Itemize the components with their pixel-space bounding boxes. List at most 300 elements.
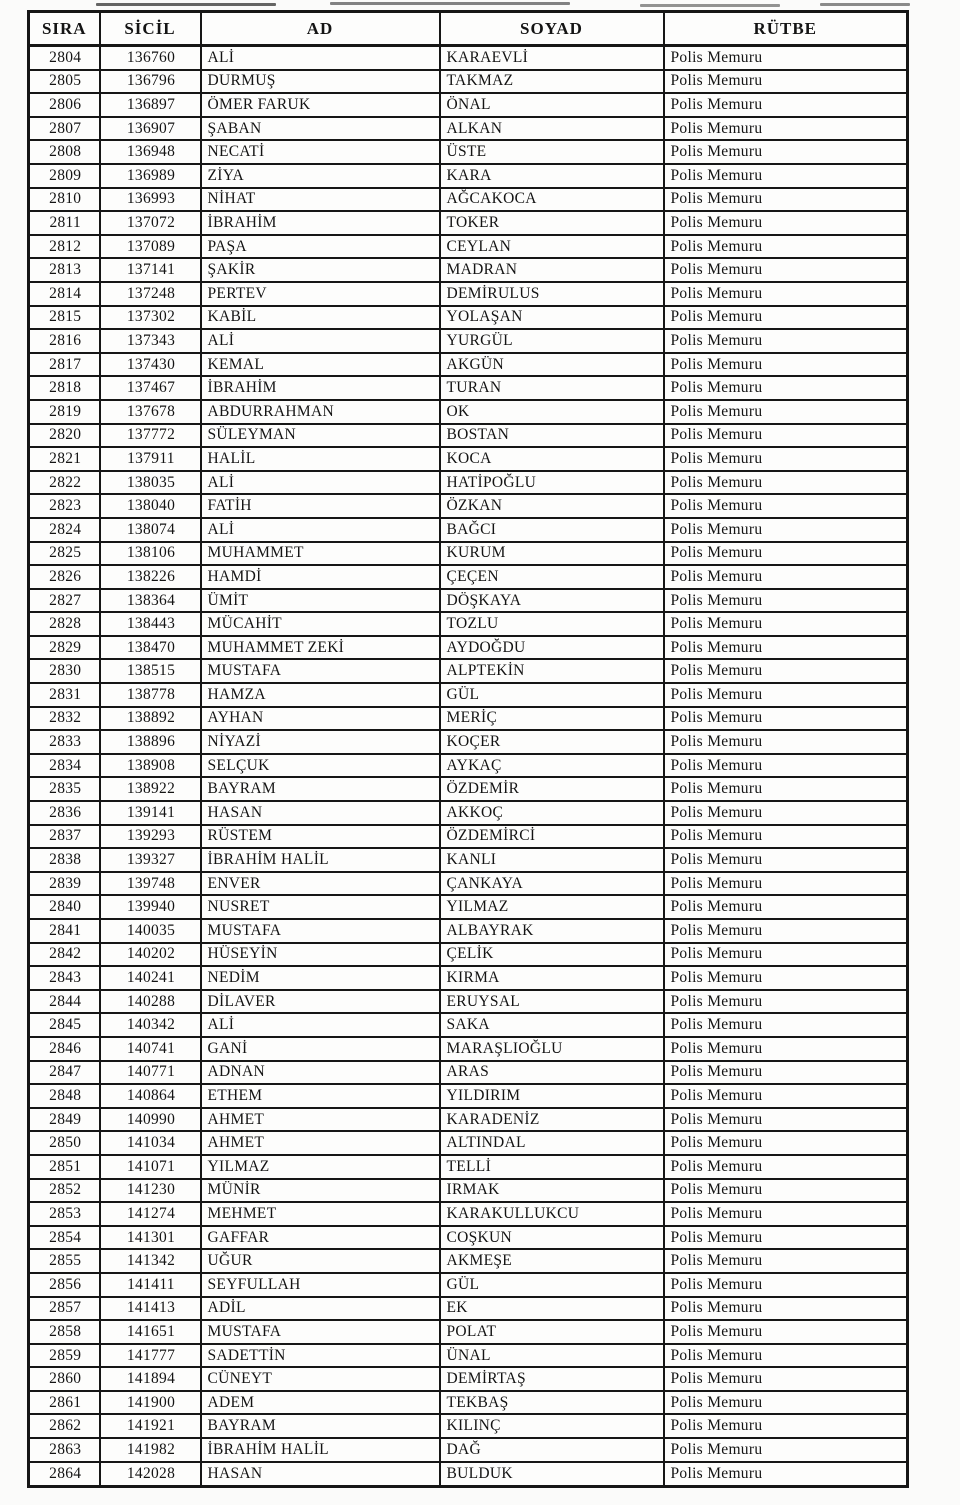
cell-rutbe: Polis Memuru (664, 1179, 908, 1203)
cell-soyad: KOCA (440, 447, 664, 471)
table-row (29, 164, 908, 188)
cell-sicil: 137911 (100, 447, 201, 471)
table-row (29, 848, 908, 872)
cell-sira: 2860 (29, 1367, 100, 1391)
table-row (29, 636, 908, 660)
cell-ad: HASAN (201, 1462, 440, 1487)
cell-soyad: KILINÇ (440, 1414, 664, 1438)
cell-sira: 2837 (29, 825, 100, 849)
table-row (29, 895, 908, 919)
cell-rutbe: Polis Memuru (664, 353, 908, 377)
cell-sira: 2844 (29, 990, 100, 1014)
header-ad: AD (201, 12, 440, 46)
cell-ad: HALİL (201, 447, 440, 471)
cell-sira: 2827 (29, 589, 100, 613)
cell-ad: YILMAZ (201, 1155, 440, 1179)
cell-sira: 2836 (29, 801, 100, 825)
cell-ad: PERTEV (201, 282, 440, 306)
cell-ad: İBRAHİM HALİL (201, 848, 440, 872)
cell-sira: 2845 (29, 1013, 100, 1037)
cell-sira: 2840 (29, 895, 100, 919)
cell-rutbe: Polis Memuru (664, 188, 908, 212)
cell-ad: AHMET (201, 1131, 440, 1155)
cell-sicil: 137343 (100, 329, 201, 353)
cell-sira: 2852 (29, 1179, 100, 1203)
cell-rutbe: Polis Memuru (664, 164, 908, 188)
cell-ad: ADNAN (201, 1061, 440, 1085)
cell-rutbe: Polis Memuru (664, 1226, 908, 1250)
cell-sira: 2847 (29, 1061, 100, 1085)
table-row (29, 730, 908, 754)
cell-sira: 2850 (29, 1131, 100, 1155)
cell-soyad: YILDIRIM (440, 1084, 664, 1108)
table-row (29, 777, 908, 801)
cell-ad: NECATİ (201, 140, 440, 164)
cell-rutbe: Polis Memuru (664, 424, 908, 448)
cell-ad: ENVER (201, 872, 440, 896)
cell-ad: MUHAMMET (201, 542, 440, 566)
cell-sicil: 137072 (100, 211, 201, 235)
cell-sicil: 138443 (100, 612, 201, 636)
cell-soyad: KARAKULLUKCU (440, 1202, 664, 1226)
cell-ad: ŞABAN (201, 117, 440, 141)
cell-sicil: 138922 (100, 777, 201, 801)
cell-sicil: 137467 (100, 376, 201, 400)
table-row (29, 376, 908, 400)
cell-ad: CÜNEYT (201, 1367, 440, 1391)
cell-sira: 2854 (29, 1226, 100, 1250)
table-row (29, 117, 908, 141)
cell-soyad: IRMAK (440, 1179, 664, 1203)
table-row (29, 329, 908, 353)
cell-ad: GAFFAR (201, 1226, 440, 1250)
cell-sira: 2819 (29, 400, 100, 424)
cell-ad: ALİ (201, 46, 440, 70)
cell-ad: HAMDİ (201, 565, 440, 589)
cell-sira: 2811 (29, 211, 100, 235)
table-row (29, 683, 908, 707)
cell-sira: 2816 (29, 329, 100, 353)
cell-sira: 2846 (29, 1037, 100, 1061)
cell-sicil: 137772 (100, 424, 201, 448)
cell-rutbe: Polis Memuru (664, 589, 908, 613)
cell-soyad: KOÇER (440, 730, 664, 754)
cell-soyad: BOSTAN (440, 424, 664, 448)
cell-soyad: AYKAÇ (440, 754, 664, 778)
table-row (29, 140, 908, 164)
table-row (29, 258, 908, 282)
cell-ad: MÜCAHİT (201, 612, 440, 636)
cell-soyad: ÜSTE (440, 140, 664, 164)
cell-rutbe: Polis Memuru (664, 1013, 908, 1037)
cell-rutbe: Polis Memuru (664, 1249, 908, 1273)
cell-soyad: BAĞCI (440, 518, 664, 542)
cell-sira: 2806 (29, 93, 100, 117)
cell-sira: 2842 (29, 943, 100, 967)
cell-sira: 2823 (29, 494, 100, 518)
cell-soyad: ÖZDEMİRCİ (440, 825, 664, 849)
cell-sira: 2810 (29, 188, 100, 212)
cell-soyad: KIRMA (440, 966, 664, 990)
table-row (29, 1414, 908, 1438)
cell-rutbe: Polis Memuru (664, 825, 908, 849)
table-row (29, 424, 908, 448)
cell-soyad: TEKBAŞ (440, 1391, 664, 1415)
cell-sicil: 137302 (100, 306, 201, 330)
cell-sicil: 138778 (100, 683, 201, 707)
cell-rutbe: Polis Memuru (664, 376, 908, 400)
table-row (29, 919, 908, 943)
cell-sira: 2812 (29, 235, 100, 259)
cell-soyad: BULDUK (440, 1462, 664, 1487)
cell-rutbe: Polis Memuru (664, 140, 908, 164)
table-row (29, 1037, 908, 1061)
cell-sicil: 139940 (100, 895, 201, 919)
cell-soyad: ALTINDAL (440, 1131, 664, 1155)
cell-rutbe: Polis Memuru (664, 1084, 908, 1108)
cell-sicil: 141921 (100, 1414, 201, 1438)
cell-rutbe: Polis Memuru (664, 211, 908, 235)
cell-sicil: 141413 (100, 1297, 201, 1321)
table-row (29, 1108, 908, 1132)
cell-soyad: SAKA (440, 1013, 664, 1037)
table-row (29, 1367, 908, 1391)
table-row (29, 518, 908, 542)
personnel-roster-table (27, 10, 909, 1488)
header-sira: SIRA (29, 12, 100, 46)
cell-rutbe: Polis Memuru (664, 895, 908, 919)
cell-sicil: 137678 (100, 400, 201, 424)
cell-rutbe: Polis Memuru (664, 848, 908, 872)
cell-sicil: 141982 (100, 1438, 201, 1462)
cell-sicil: 138106 (100, 542, 201, 566)
table-row (29, 1155, 908, 1179)
cell-sira: 2809 (29, 164, 100, 188)
cell-sira: 2805 (29, 70, 100, 94)
cell-sicil: 138896 (100, 730, 201, 754)
cell-ad: SÜLEYMAN (201, 424, 440, 448)
cell-soyad: AYDOĞDU (440, 636, 664, 660)
cell-ad: KEMAL (201, 353, 440, 377)
cell-ad: RÜSTEM (201, 825, 440, 849)
cell-sicil: 140241 (100, 966, 201, 990)
cell-ad: SEYFULLAH (201, 1273, 440, 1297)
table-row (29, 46, 908, 70)
cell-soyad: EK (440, 1297, 664, 1321)
table-row (29, 447, 908, 471)
cell-sira: 2804 (29, 46, 100, 70)
cell-ad: HASAN (201, 801, 440, 825)
cell-sicil: 140741 (100, 1037, 201, 1061)
table-row (29, 659, 908, 683)
cell-sira: 2815 (29, 306, 100, 330)
table-row (29, 93, 908, 117)
cell-sicil: 140288 (100, 990, 201, 1014)
table-row (29, 943, 908, 967)
cell-soyad: KURUM (440, 542, 664, 566)
cell-rutbe: Polis Memuru (664, 707, 908, 731)
table-row (29, 542, 908, 566)
cell-sira: 2841 (29, 919, 100, 943)
cell-ad: NİHAT (201, 188, 440, 212)
cell-ad: SELÇUK (201, 754, 440, 778)
table-row (29, 707, 908, 731)
cell-soyad: KARAEVLİ (440, 46, 664, 70)
cell-soyad: MADRAN (440, 258, 664, 282)
table-row (29, 1391, 908, 1415)
table-row (29, 801, 908, 825)
table-row (29, 825, 908, 849)
cell-ad: AYHAN (201, 707, 440, 731)
cell-ad: ŞAKİR (201, 258, 440, 282)
cell-soyad: TELLİ (440, 1155, 664, 1179)
cell-soyad: AKMEŞE (440, 1249, 664, 1273)
table-row (29, 589, 908, 613)
table-row (29, 400, 908, 424)
cell-ad: ÖMER FARUK (201, 93, 440, 117)
cell-sicil: 136907 (100, 117, 201, 141)
cell-sira: 2826 (29, 565, 100, 589)
table-row (29, 70, 908, 94)
cell-ad: ÜMİT (201, 589, 440, 613)
cell-ad: KABİL (201, 306, 440, 330)
scan-artifact (96, 3, 276, 6)
cell-sicil: 137248 (100, 282, 201, 306)
cell-soyad: TAKMAZ (440, 70, 664, 94)
cell-soyad: TOKER (440, 211, 664, 235)
cell-sira: 2824 (29, 518, 100, 542)
table-row (29, 188, 908, 212)
table-row (29, 471, 908, 495)
cell-soyad: ALKAN (440, 117, 664, 141)
cell-rutbe: Polis Memuru (664, 1061, 908, 1085)
cell-sira: 2808 (29, 140, 100, 164)
table-row (29, 235, 908, 259)
cell-soyad: ÜNAL (440, 1344, 664, 1368)
cell-soyad: MERİÇ (440, 707, 664, 731)
cell-rutbe: Polis Memuru (664, 683, 908, 707)
cell-ad: GANİ (201, 1037, 440, 1061)
cell-sira: 2818 (29, 376, 100, 400)
cell-rutbe: Polis Memuru (664, 1131, 908, 1155)
cell-rutbe: Polis Memuru (664, 1367, 908, 1391)
cell-sicil: 138364 (100, 589, 201, 613)
cell-sicil: 139293 (100, 825, 201, 849)
table-row (29, 1249, 908, 1273)
cell-soyad: YURGÜL (440, 329, 664, 353)
cell-ad: DİLAVER (201, 990, 440, 1014)
cell-soyad: COŞKUN (440, 1226, 664, 1250)
cell-sira: 2828 (29, 612, 100, 636)
cell-sira: 2814 (29, 282, 100, 306)
cell-soyad: KANLI (440, 848, 664, 872)
cell-soyad: ÇEÇEN (440, 565, 664, 589)
cell-soyad: POLAT (440, 1320, 664, 1344)
cell-ad: NUSRET (201, 895, 440, 919)
cell-sira: 2831 (29, 683, 100, 707)
cell-soyad: MARAŞLIOĞLU (440, 1037, 664, 1061)
cell-sicil: 141651 (100, 1320, 201, 1344)
cell-ad: MUSTAFA (201, 1320, 440, 1344)
cell-soyad: KARA (440, 164, 664, 188)
cell-ad: MUSTAFA (201, 659, 440, 683)
table-row (29, 1131, 908, 1155)
table-row (29, 494, 908, 518)
cell-soyad: ÖZKAN (440, 494, 664, 518)
cell-sira: 2825 (29, 542, 100, 566)
cell-rutbe: Polis Memuru (664, 943, 908, 967)
cell-soyad: YILMAZ (440, 895, 664, 919)
cell-sicil: 136948 (100, 140, 201, 164)
cell-sira: 2834 (29, 754, 100, 778)
cell-sicil: 141071 (100, 1155, 201, 1179)
cell-ad: SADETTİN (201, 1344, 440, 1368)
cell-ad: ZİYA (201, 164, 440, 188)
cell-sicil: 141274 (100, 1202, 201, 1226)
cell-sira: 2822 (29, 471, 100, 495)
table-body (29, 46, 908, 1487)
cell-rutbe: Polis Memuru (664, 1297, 908, 1321)
cell-rutbe: Polis Memuru (664, 872, 908, 896)
cell-ad: İBRAHİM HALİL (201, 1438, 440, 1462)
scan-artifact (640, 4, 780, 7)
cell-soyad: AKKOÇ (440, 801, 664, 825)
cell-sicil: 138892 (100, 707, 201, 731)
cell-ad: MUHAMMET ZEKİ (201, 636, 440, 660)
cell-sicil: 139141 (100, 801, 201, 825)
cell-ad: ADEM (201, 1391, 440, 1415)
cell-sira: 2855 (29, 1249, 100, 1273)
cell-ad: ETHEM (201, 1084, 440, 1108)
table-row (29, 1344, 908, 1368)
cell-sicil: 137141 (100, 258, 201, 282)
table-row (29, 306, 908, 330)
table-row (29, 990, 908, 1014)
cell-rutbe: Polis Memuru (664, 1391, 908, 1415)
cell-rutbe: Polis Memuru (664, 235, 908, 259)
cell-sicil: 140864 (100, 1084, 201, 1108)
table-row (29, 1297, 908, 1321)
cell-sira: 2856 (29, 1273, 100, 1297)
cell-sicil: 139327 (100, 848, 201, 872)
cell-soyad: ERUYSAL (440, 990, 664, 1014)
cell-ad: HÜSEYİN (201, 943, 440, 967)
cell-soyad: DEMİRTAŞ (440, 1367, 664, 1391)
cell-soyad: ALBAYRAK (440, 919, 664, 943)
table-row (29, 1462, 908, 1487)
cell-ad: NİYAZİ (201, 730, 440, 754)
cell-rutbe: Polis Memuru (664, 1344, 908, 1368)
scan-artifact (330, 2, 570, 5)
cell-rutbe: Polis Memuru (664, 1462, 908, 1487)
cell-sicil: 140990 (100, 1108, 201, 1132)
table-row (29, 211, 908, 235)
cell-rutbe: Polis Memuru (664, 518, 908, 542)
cell-ad: HAMZA (201, 683, 440, 707)
cell-sira: 2851 (29, 1155, 100, 1179)
cell-rutbe: Polis Memuru (664, 565, 908, 589)
cell-sicil: 141777 (100, 1344, 201, 1368)
cell-sira: 2817 (29, 353, 100, 377)
cell-rutbe: Polis Memuru (664, 46, 908, 70)
cell-sicil: 136796 (100, 70, 201, 94)
cell-soyad: KARADENİZ (440, 1108, 664, 1132)
cell-ad: MUSTAFA (201, 919, 440, 943)
cell-sira: 2833 (29, 730, 100, 754)
cell-sicil: 137430 (100, 353, 201, 377)
cell-rutbe: Polis Memuru (664, 777, 908, 801)
cell-sicil: 138515 (100, 659, 201, 683)
cell-sira: 2853 (29, 1202, 100, 1226)
cell-sira: 2863 (29, 1438, 100, 1462)
cell-ad: MEHMET (201, 1202, 440, 1226)
cell-rutbe: Polis Memuru (664, 1320, 908, 1344)
table-row (29, 966, 908, 990)
cell-sira: 2807 (29, 117, 100, 141)
table-row (29, 1084, 908, 1108)
cell-rutbe: Polis Memuru (664, 801, 908, 825)
cell-soyad: GÜL (440, 1273, 664, 1297)
cell-sicil: 141900 (100, 1391, 201, 1415)
cell-sicil: 136993 (100, 188, 201, 212)
cell-soyad: AĞCAKOCA (440, 188, 664, 212)
table-row (29, 1202, 908, 1226)
cell-soyad: DEMİRULUS (440, 282, 664, 306)
cell-sira: 2862 (29, 1414, 100, 1438)
cell-ad: BAYRAM (201, 1414, 440, 1438)
cell-rutbe: Polis Memuru (664, 1155, 908, 1179)
table-row (29, 754, 908, 778)
cell-rutbe: Polis Memuru (664, 990, 908, 1014)
cell-sicil: 138226 (100, 565, 201, 589)
cell-sira: 2832 (29, 707, 100, 731)
cell-rutbe: Polis Memuru (664, 754, 908, 778)
cell-rutbe: Polis Memuru (664, 258, 908, 282)
cell-sicil: 136897 (100, 93, 201, 117)
cell-soyad: OK (440, 400, 664, 424)
cell-sira: 2861 (29, 1391, 100, 1415)
table-row (29, 1438, 908, 1462)
cell-sicil: 140771 (100, 1061, 201, 1085)
cell-rutbe: Polis Memuru (664, 730, 908, 754)
cell-sira: 2821 (29, 447, 100, 471)
table-row (29, 1320, 908, 1344)
cell-sicil: 138908 (100, 754, 201, 778)
cell-ad: NEDİM (201, 966, 440, 990)
cell-rutbe: Polis Memuru (664, 1438, 908, 1462)
cell-sicil: 142028 (100, 1462, 201, 1487)
cell-rutbe: Polis Memuru (664, 117, 908, 141)
cell-ad: ABDURRAHMAN (201, 400, 440, 424)
cell-ad: ALİ (201, 1013, 440, 1037)
table-row (29, 565, 908, 589)
cell-sira: 2843 (29, 966, 100, 990)
cell-sicil: 141411 (100, 1273, 201, 1297)
table-row (29, 1273, 908, 1297)
table-row (29, 1179, 908, 1203)
cell-sicil: 139748 (100, 872, 201, 896)
cell-soyad: HATİPOĞLU (440, 471, 664, 495)
cell-soyad: AKGÜN (440, 353, 664, 377)
cell-rutbe: Polis Memuru (664, 471, 908, 495)
cell-sira: 2858 (29, 1320, 100, 1344)
cell-soyad: ÇELİK (440, 943, 664, 967)
cell-sicil: 140342 (100, 1013, 201, 1037)
cell-sira: 2830 (29, 659, 100, 683)
cell-ad: İBRAHİM (201, 376, 440, 400)
cell-sicil: 140202 (100, 943, 201, 967)
cell-ad: BAYRAM (201, 777, 440, 801)
